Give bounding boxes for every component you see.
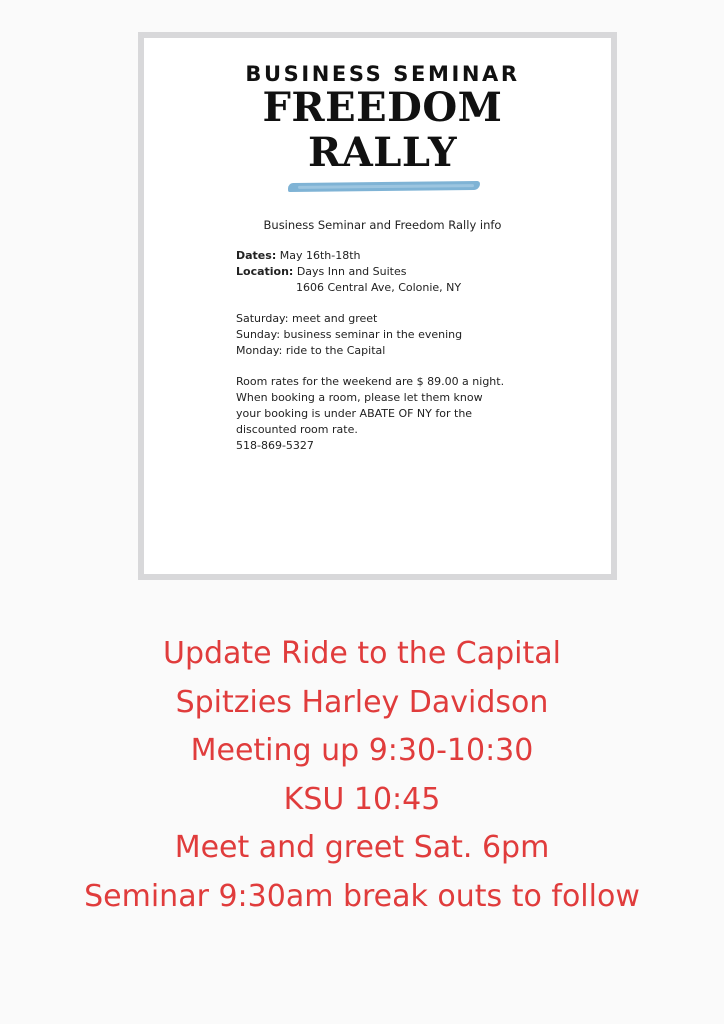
rates-line: discounted room rate. bbox=[236, 423, 358, 436]
flyer-headline-rally: RALLY bbox=[307, 129, 458, 176]
brush-stroke-divider bbox=[288, 181, 480, 192]
schedule-item: Sunday: business seminar in the evening bbox=[236, 328, 463, 341]
update-line: Seminar 9:30am break outs to follow bbox=[84, 878, 640, 914]
update-line: Meeting up 9:30-10:30 bbox=[190, 733, 534, 769]
schedule-item: Monday: ride to the Capital bbox=[236, 344, 386, 357]
dates-line bbox=[236, 248, 596, 264]
update-announcement bbox=[0, 630, 724, 922]
location-line bbox=[236, 264, 596, 280]
dates-label: Dates: bbox=[236, 249, 277, 262]
rates-line: your booking is under ABATE OF NY for the bbox=[236, 407, 473, 420]
rates-line: When booking a room, please let them know bbox=[236, 391, 483, 404]
flyer-eyebrow-title: BUSINESS SEMINAR bbox=[245, 62, 520, 86]
location-address-line bbox=[236, 280, 596, 296]
flyer-page bbox=[144, 38, 611, 574]
info-title: Business Seminar and Freedom Rally info bbox=[263, 218, 502, 232]
flyer-image-frame bbox=[138, 32, 617, 580]
phone-number: 518-869-5327 bbox=[236, 439, 314, 452]
flyer-headline-freedom: FREEDOM bbox=[262, 84, 503, 131]
update-line: Update Ride to the Capital bbox=[162, 636, 561, 671]
dates-value: May 16th-18th bbox=[279, 249, 361, 262]
location-address: 1606 Central Ave, Colonie, NY bbox=[296, 281, 462, 294]
location-value: Days Inn and Suites bbox=[296, 265, 407, 278]
location-label: Location: bbox=[236, 265, 294, 278]
schedule-item: Saturday: meet and greet bbox=[236, 312, 378, 325]
update-line: Meet and greet Sat. 6pm bbox=[174, 830, 550, 866]
update-line: Spitzies Harley Davidson bbox=[175, 684, 549, 720]
rates-line: Room rates for the weekend are $ 89.00 a night. bbox=[236, 375, 505, 388]
update-line: KSU 10:45 bbox=[283, 781, 441, 817]
